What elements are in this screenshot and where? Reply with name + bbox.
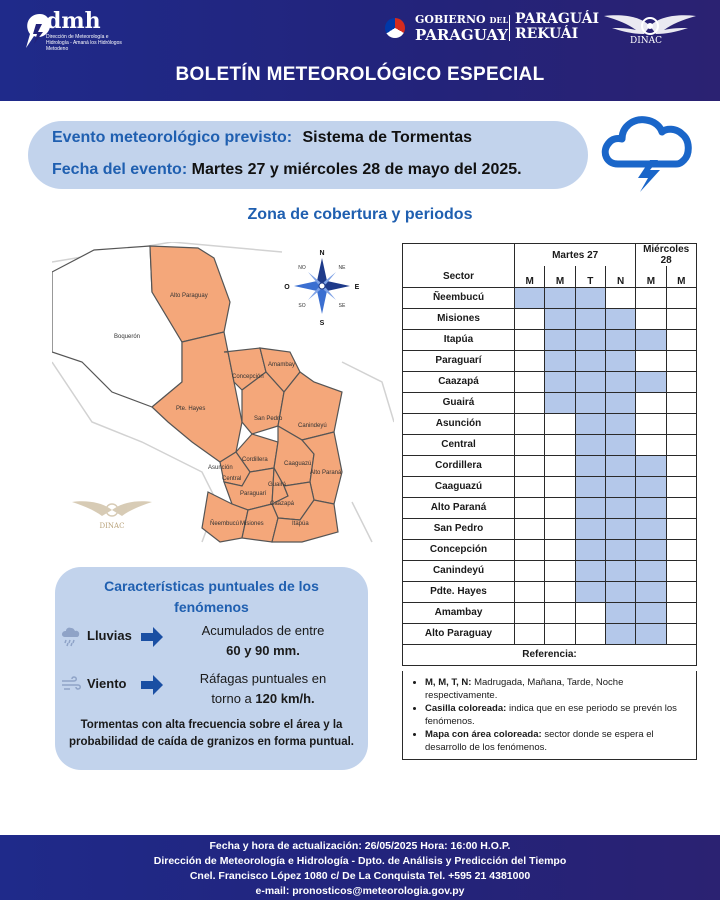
compass-no: NO [298,265,306,271]
dmh-wordmark: dmh [46,8,101,34]
schedule-row [403,455,697,476]
schedule-cell-empty [666,455,696,476]
map-label-san-pedro: San Pedro [254,416,283,422]
schedule-row [403,560,697,581]
schedule-cell-empty [666,350,696,371]
schedule-cell-empty [515,308,545,329]
characteristics-note: Tormentas con alta frecuencia sobre el área y la probabilidad de caída de granizos en forma puntual. [69,719,354,748]
schedule-sector-header: Sector [403,266,515,287]
schedule-cell-active [636,497,666,518]
schedule-period-header: M [636,266,666,287]
schedule-row [403,413,697,434]
schedule-sector-name: Itapúa [403,329,515,350]
dmh-subtitle: Dirección de Meteorología e Hidrología - Amaná los Hidrólogos Metodeno [46,34,122,52]
schedule-cell-empty [666,392,696,413]
storm-cloud-icon [600,110,696,194]
arrow-right-icon [141,627,163,647]
schedule-cell-empty [636,392,666,413]
schedule-cell-empty [666,287,696,308]
map-label-alto-paraguay: Alto Paraguay [170,293,208,299]
schedule-cell-empty [666,413,696,434]
event-summary [28,121,588,189]
schedule-cell-empty [636,287,666,308]
schedule-cell-active [605,329,635,350]
schedule-cell-active [636,329,666,350]
schedule-cell-empty [515,581,545,602]
rain-row [55,621,368,665]
schedule-cell-active [545,287,575,308]
schedule-cell-empty [666,329,696,350]
schedule-sector-name: Ñeembucú [403,287,515,308]
compass-se: SE [338,303,346,309]
schedule-row [403,350,697,371]
schedule-cell-empty [515,560,545,581]
schedule-cell-empty [515,350,545,371]
schedule-cell-active [636,581,666,602]
event-type-value: Sistema de Tormentas [302,129,473,146]
schedule-cell-active [605,518,635,539]
map-label-amambay: Amambay [268,362,296,368]
schedule-row [403,308,697,329]
schedule-period-header: M [545,266,575,287]
schedule-cell-active [575,497,605,518]
reference-item-term: Mapa con área coloreada: [425,729,542,740]
rain-desc-line2: 60 y 90 mm. [226,643,300,658]
schedule-row [403,497,697,518]
schedule-cell-active [575,350,605,371]
schedule-cell-empty [666,371,696,392]
schedule-sector-name: Caazapá [403,371,515,392]
schedule-sector-name: Pdte. Hayes [403,581,515,602]
schedule-cell-active [636,455,666,476]
compass-ne: NE [338,265,346,271]
schedule-cell-active [545,308,575,329]
reference-box [402,671,697,760]
wind-desc-line2-pre: torno a [211,691,256,706]
schedule-sector-name: Concepción [403,539,515,560]
schedule-cell-active [605,581,635,602]
schedule-cell-empty [545,434,575,455]
map-label-neembucu: Ñeembucú [210,521,240,527]
reference-item-text: Madrugada, Mañana, Tarde, Noche respectivamente. [425,677,624,701]
schedule-sector-name: Amambay [403,602,515,623]
schedule-cell-empty [636,308,666,329]
reference-item [425,703,688,728]
schedule-cell-empty [545,560,575,581]
schedule-cell-active [575,539,605,560]
schedule-row [403,287,697,308]
arrow-right-icon [141,675,163,695]
dinac-watermark-label: DINAC [99,522,125,530]
schedule-sector-name: Paraguarí [403,350,515,371]
gov-separator [509,15,510,41]
schedule-cell-active [636,560,666,581]
schedule-cell-active [575,287,605,308]
schedule-cell-empty [545,539,575,560]
map-label-pte-hayes: Pte. Hayes [176,406,206,412]
characteristics-title: Características puntuales de los fenómenos [104,578,319,615]
schedule-cell-active [605,497,635,518]
schedule-cell-active [575,392,605,413]
rain-desc-line1: Acumulados de entre [201,623,325,638]
schedule-cell-empty [515,371,545,392]
schedule-row [403,329,697,350]
reference-item [425,677,688,702]
map-label-caaguazu: Caaguazú [284,461,312,467]
reference-list [425,677,688,754]
schedule-cell-empty [666,623,696,644]
schedule-period-header: N [605,266,635,287]
schedule-cell-active [605,476,635,497]
wind-icon [60,673,82,695]
footer-update-line: Fecha y hora de actualización: 26/05/2025 Hora: 16:00 H.O.P. [209,840,511,852]
schedule-row [403,539,697,560]
schedule-cell-empty [545,455,575,476]
schedule-cell-empty [545,581,575,602]
schedule-cell-empty [515,623,545,644]
schedule-row [403,623,697,644]
schedule-day2: Miércoles 28 [636,244,697,267]
schedule-cell-active [575,308,605,329]
schedule-cell-empty [666,434,696,455]
schedule-cell-active [605,455,635,476]
schedule-cell-active [636,602,666,623]
schedule-cell-active [636,539,666,560]
schedule-cell-empty [515,476,545,497]
gov-alt2: REKUÁI [515,26,579,42]
schedule-cell-active [545,392,575,413]
schedule-cell-active [636,476,666,497]
map-label-concepcion: Concepción [232,374,264,380]
schedule-cell-active [636,518,666,539]
schedule-cell-empty [575,602,605,623]
schedule-cell-empty [515,434,545,455]
schedule-cell-active [575,518,605,539]
gov-line1: GOBIERNO [415,13,486,26]
schedule-sector-name: Misiones [403,308,515,329]
map-label-itapua: Itapúa [292,521,309,527]
dinac-label: DINAC [630,36,663,46]
schedule-row [403,434,697,455]
compass-s: S [319,320,325,327]
event-date-value: Martes 27 y miércoles 28 de mayo del 2025. [191,161,522,178]
gov-line1-small: DEL [489,15,509,25]
schedule-cell-empty [666,539,696,560]
header-banner [0,0,720,101]
map-label-cordillera: Cordillera [242,457,268,463]
bg-border-east [342,362,394,422]
schedule-period-header: T [575,266,605,287]
footer-department-line: Dirección de Meteorología e Hidrología - Dpto. de Análisis y Predicción del Tiempo [153,855,567,867]
schedule-cell-active [605,392,635,413]
schedule-cell-empty [666,518,696,539]
characteristics-box [55,567,368,770]
schedule-cell-empty [515,392,545,413]
schedule-cell-empty [666,476,696,497]
schedule-sector-name: Asunción [403,413,515,434]
schedule-sector-name: Alto Paraná [403,497,515,518]
schedule-cell-active [575,434,605,455]
map-label-guaira: Guairá [268,482,287,488]
schedule-cell-empty [636,434,666,455]
schedule-row [403,392,697,413]
map-label-caazapa: Caazapá [270,501,295,507]
compass-so: SO [298,303,306,309]
schedule-sector-name: Central [403,434,515,455]
compass-e: E [354,284,360,291]
schedule-cell-active [545,350,575,371]
rain-name: Lluvias [87,628,132,643]
event-type-label: Evento meteorológico previsto: [52,129,293,146]
schedule-sector-name: Canindeyú [403,560,515,581]
schedule-cell-active [605,539,635,560]
footer-email-line: e-mail: pronosticos@meteorologia.gov.py [255,885,465,897]
schedule-cell-empty [515,539,545,560]
schedule-sector-name: Guairá [403,392,515,413]
schedule-cell-active [575,329,605,350]
dinac-watermark-icon [72,501,152,516]
schedule-cell-empty [515,455,545,476]
map-label-boqueron: Boquerón [114,334,141,340]
schedule-cell-active [575,560,605,581]
schedule-cell-active [605,434,635,455]
schedule-cell-empty [605,287,635,308]
paraguay-emblem-icon [385,18,405,38]
reference-item-term: M, M, T, N: [425,677,472,688]
schedule-cell-active [575,371,605,392]
schedule-cell-active [575,581,605,602]
compass-o: O [284,284,290,291]
schedule-cell-active [605,602,635,623]
schedule-cell-empty [515,413,545,434]
schedule-sector-name: San Pedro [403,518,515,539]
event-type-line [52,129,472,147]
map-label-canindeyu: Canindeyú [298,423,327,429]
map-label-alto-parana: Alto Paraná [310,470,342,476]
reference-item [425,729,688,754]
schedule-cell-active [605,623,635,644]
schedule-header-blank [403,244,515,267]
footer-address-line: Cnel. Francisco López 1080 c/ De La Conquista Tel. +595 21 4381000 [189,870,531,882]
schedule-cell-active [545,329,575,350]
reference-item-term: Casilla coloreada: [425,703,507,714]
wind-name: Viento [87,676,127,691]
footer [0,835,720,900]
coverage-title: Zona de cobertura y periodos [247,206,473,223]
schedule-cell-empty [515,518,545,539]
schedule-cell-active [636,623,666,644]
wind-desc-line1: Ráfagas puntuales en [199,671,327,686]
schedule-cell-empty [515,497,545,518]
schedule-cell-empty [545,518,575,539]
schedule-cell-empty [545,497,575,518]
coverage-map [52,242,394,557]
schedule-cell-active [545,371,575,392]
schedule-cell-active [515,287,545,308]
schedule-cell-empty [545,476,575,497]
schedule-cell-empty [666,581,696,602]
reference-item-text: sector donde se espera el desarrollo de los fenómenos. [425,729,654,753]
schedule-cell-empty [636,350,666,371]
schedule-table [402,243,697,666]
schedule-sector-name: Alto Paraguay [403,623,515,644]
bg-border-se [352,502,372,542]
paraguay-map [52,242,394,557]
schedule-period-header: M [515,266,545,287]
gov-alt1: PARAGUÁI [515,11,600,27]
schedule-cell-active [636,371,666,392]
reference-item-text: indica que en ese periodo se prevén los fenómenos. [425,703,677,727]
schedule-cell-empty [575,623,605,644]
map-label-misiones: Misiones [240,521,264,527]
schedule-cell-empty [515,329,545,350]
schedule-cell-empty [636,413,666,434]
schedule-row [403,602,697,623]
schedule-cell-empty [666,308,696,329]
schedule-cell-empty [666,602,696,623]
schedule-cell-active [605,371,635,392]
schedule-cell-active [605,308,635,329]
map-label-paraguari: Paraguarí [240,491,267,497]
map-label-asuncion: Asunción [208,465,233,471]
schedule-row [403,518,697,539]
schedule-cell-active [575,455,605,476]
gobierno-logo [385,11,600,44]
compass-rose-icon [284,250,359,327]
schedule-sector-name: Caaguazú [403,476,515,497]
schedule-day1: Martes 27 [515,244,636,267]
map-label-central: Central [222,476,242,482]
schedule-cell-empty [666,497,696,518]
event-date-line [52,161,522,179]
bulletin-title: BOLETÍN METEOROLÓGICO ESPECIAL [175,64,545,85]
schedule-cell-active [605,560,635,581]
reference-title: Referencia: [403,644,697,665]
schedule-cell-empty [545,623,575,644]
schedule-cell-active [605,350,635,371]
schedule-cell-empty [515,602,545,623]
schedule-cell-empty [545,602,575,623]
rain-cloud-icon [60,625,82,647]
schedule-cell-empty [545,413,575,434]
wind-desc-line2-bold: 120 km/h. [255,691,315,706]
schedule-row [403,476,697,497]
schedule-cell-empty [666,560,696,581]
schedule-cell-active [575,413,605,434]
schedule-row [403,581,697,602]
schedule-sector-name: Cordillera [403,455,515,476]
wind-row [55,669,368,713]
event-date-label: Fecha del evento: [52,161,188,178]
compass-n: N [319,250,325,257]
schedule-row [403,371,697,392]
gov-line2: PARAGUAY [415,26,508,44]
schedule-cell-active [575,476,605,497]
schedule-period-header: M [666,266,696,287]
schedule-cell-active [605,413,635,434]
